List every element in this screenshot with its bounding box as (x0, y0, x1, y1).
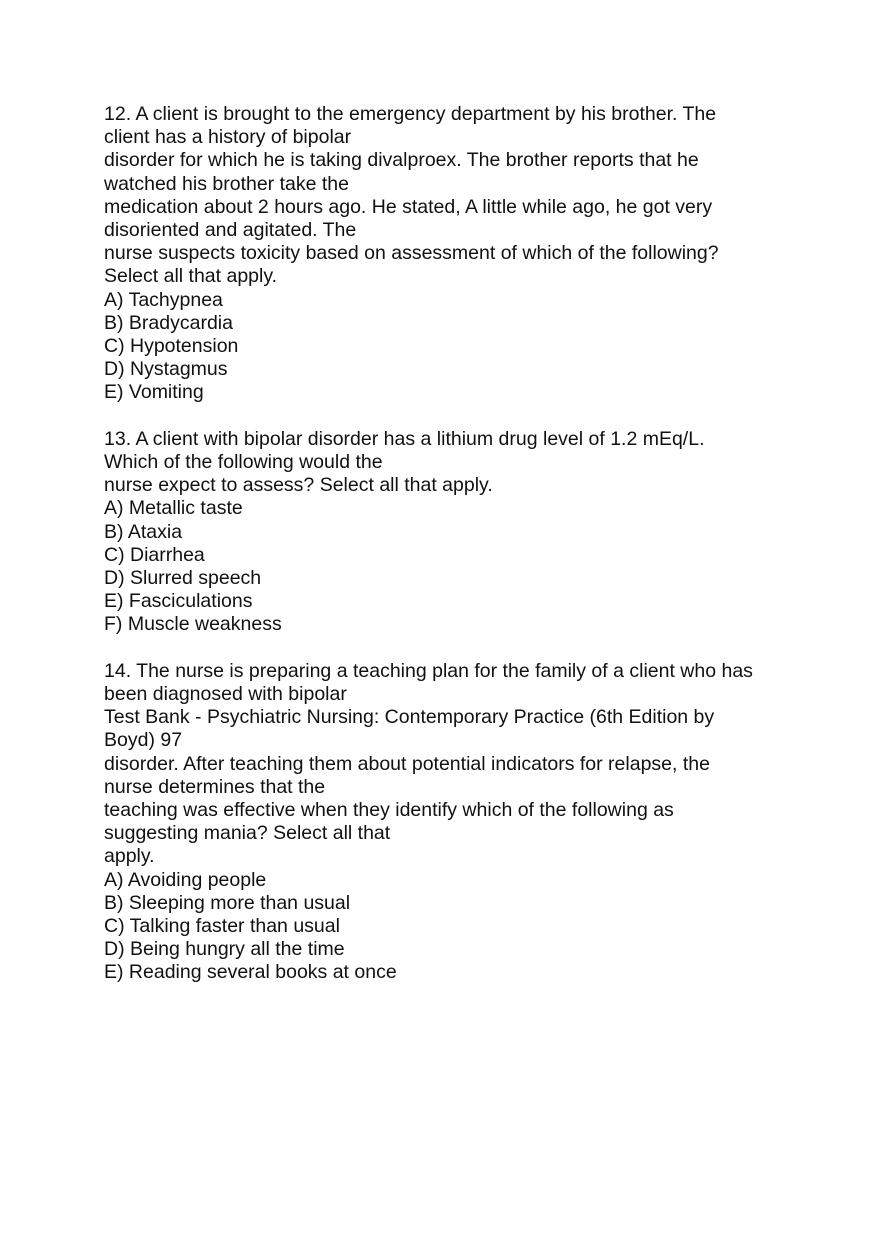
answer-option: B) Bradycardia (104, 311, 233, 334)
question-text-line: nurse expect to assess? Select all that apply. (104, 474, 493, 497)
question-12 (104, 103, 794, 405)
answer-option: E) Vomiting (104, 381, 204, 404)
question-text-line: teaching was effective when they identify which of the following as (104, 799, 674, 822)
answer-option: E) Fasciculations (104, 590, 253, 613)
answer-option: D) Being hungry all the time (104, 938, 345, 961)
answer-option: C) Hypotension (104, 335, 239, 358)
answer-option: F) Muscle weakness (104, 613, 282, 636)
question-text-line: medication about 2 hours ago. He stated, A little while ago, he got very (104, 195, 713, 218)
question-13 (104, 428, 794, 637)
question-text-line: watched his brother take the (104, 172, 349, 195)
page-header-text: Boyd) 97 (104, 729, 183, 752)
question-text-line: Select all that apply. (104, 265, 278, 288)
question-text-line: 14. The nurse is preparing a teaching plan for the family of a client who has (104, 659, 753, 682)
answer-option: D) Nystagmus (104, 358, 228, 381)
question-text-line: disorder for which he is taking divalproex. The brother reports that he (104, 149, 699, 172)
page-header-text: Test Bank - Psychiatric Nursing: Contemporary Practice (6th Edition by (104, 706, 715, 729)
answer-option: C) Talking faster than usual (104, 915, 340, 938)
question-text-line: Which of the following would the (104, 451, 383, 474)
answer-option: B) Ataxia (104, 520, 183, 543)
question-text-line: nurse determines that the (104, 775, 326, 798)
question-text-line: 13. A client with bipolar disorder has a lithium drug level of 1.2 mEq/L. (104, 427, 705, 450)
question-text-line: disoriented and agitated. The (104, 219, 357, 242)
document-page (104, 103, 794, 1008)
question-text-line: client has a history of bipolar (104, 126, 352, 149)
answer-option: D) Slurred speech (104, 567, 262, 590)
question-text-line: been diagnosed with bipolar (104, 683, 347, 706)
answer-option: E) Reading several books at once (104, 961, 397, 984)
answer-option: B) Sleeping more than usual (104, 891, 351, 914)
question-text-line: nurse suspects toxicity based on assessment of which of the following? (104, 242, 719, 265)
answer-option: A) Metallic taste (104, 497, 243, 520)
question-text-line: 12. A client is brought to the emergency department by his brother. The (104, 103, 717, 125)
answer-option: A) Avoiding people (104, 868, 267, 891)
question-text-line: apply. (104, 845, 155, 868)
question-text-line: suggesting mania? Select all that (104, 822, 391, 845)
answer-option: C) Diarrhea (104, 543, 205, 566)
question-text-line: disorder. After teaching them about potential indicators for relapse, the (104, 752, 710, 775)
question-14 (104, 660, 794, 985)
answer-option: A) Tachypnea (104, 288, 223, 311)
